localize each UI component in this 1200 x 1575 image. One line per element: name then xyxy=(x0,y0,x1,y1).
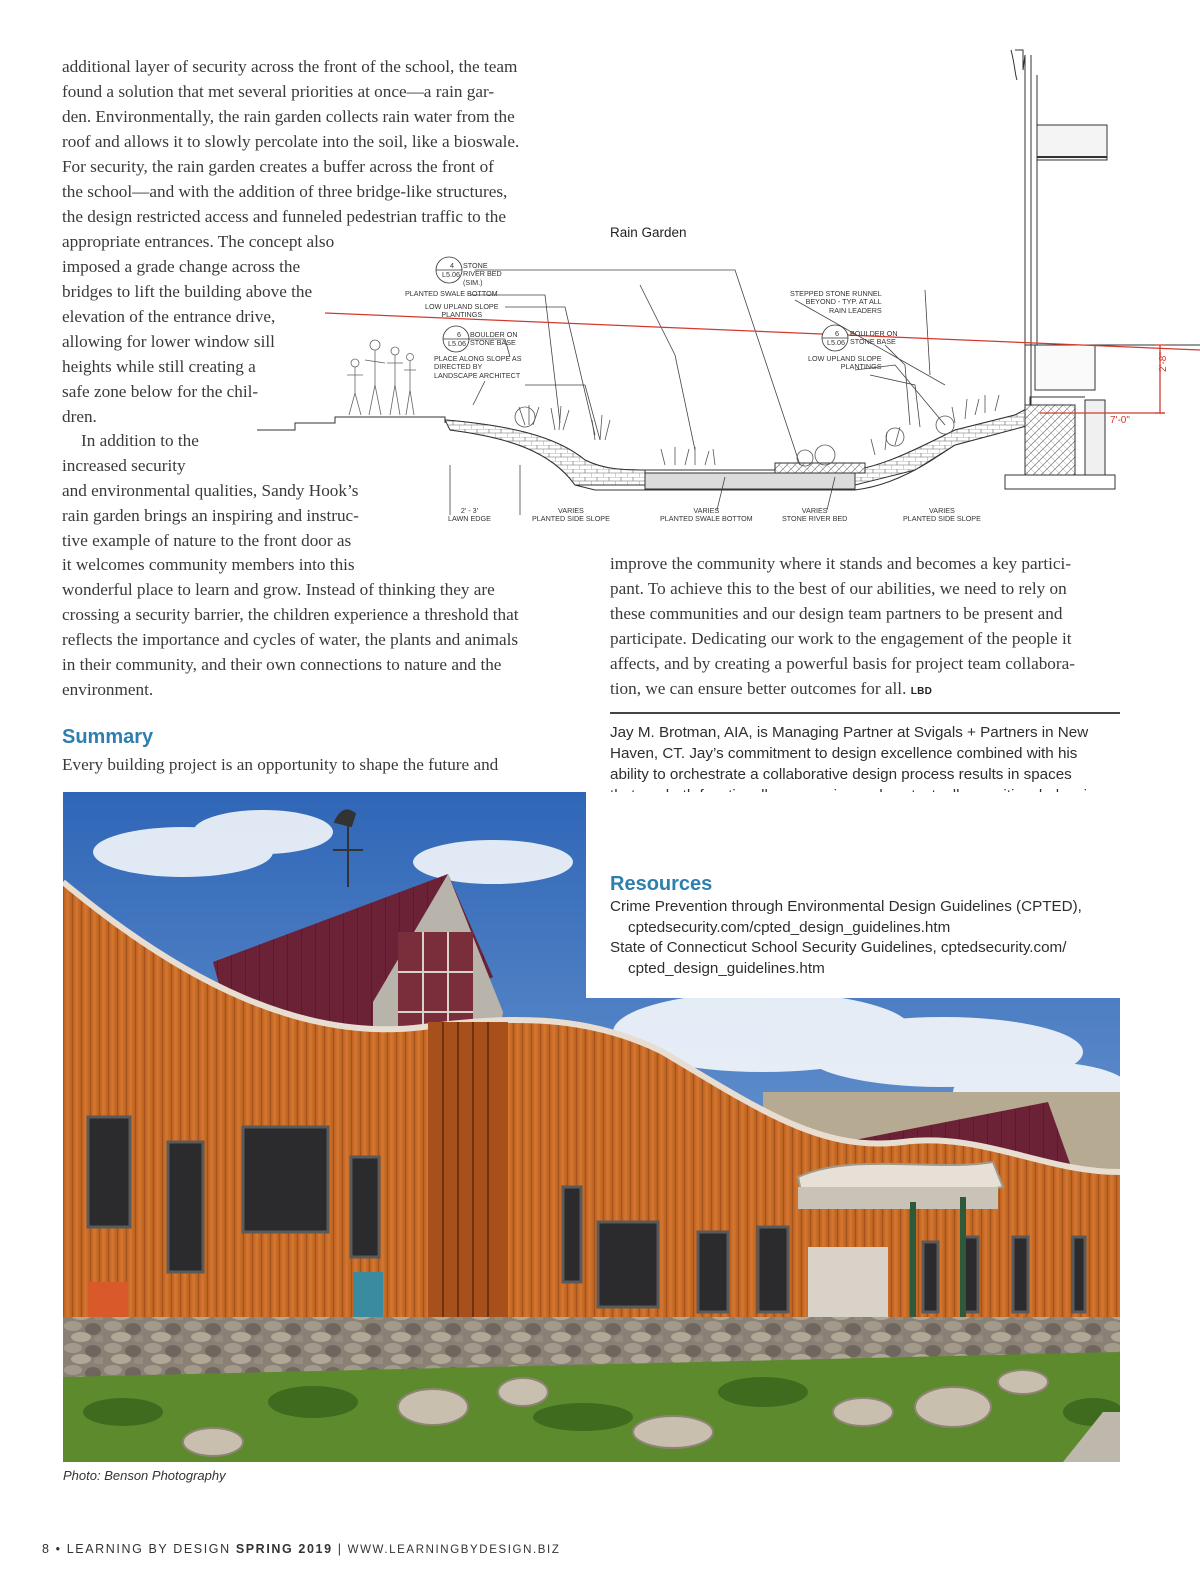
body-line: in their community, and their own connections to nature and the xyxy=(62,655,502,674)
body-line: affects, and by creating a powerful basis for project team collabora- xyxy=(610,654,1075,673)
dimension-height: 2'-8" xyxy=(1158,352,1169,372)
body-line: found a solution that met several priorities at once—a rain gar- xyxy=(62,82,495,101)
body-line: rain garden brings an inspiring and instruc- xyxy=(62,506,359,525)
footer-separator: | xyxy=(337,1542,343,1556)
stone-river-bed-label: STONE RIVER BED (SIM.) xyxy=(463,261,502,287)
low-upland-slope-label-2: LOW UPLAND SLOPE PLANTINGS xyxy=(808,354,882,372)
body-line: participate. Dedicating our work to the engagement of the people it xyxy=(610,629,1072,648)
body-line: additional layer of security across the front of the school, the team xyxy=(62,57,518,76)
art-panel xyxy=(353,1272,383,1317)
resource-line: State of Connecticut School Security Guidelines, cptedsecurity.com/ xyxy=(610,939,1067,956)
body-line: allowing for lower window sill xyxy=(62,332,275,351)
planted-side-slope-dim-label: VARIES PLANTED SIDE SLOPE xyxy=(903,506,981,524)
boulder-label: BOULDER ON STONE BASE xyxy=(470,330,518,348)
body-line: improve the community where it stands and becomes a key partici- xyxy=(610,554,1072,573)
body-line: and environmental qualities, Sandy Hook’s xyxy=(62,481,359,500)
body-line: the design restricted access and funneled pedestrian traffic to the xyxy=(62,207,506,226)
body-line: tion, we can ensure better outcomes for all. LBD xyxy=(610,679,933,698)
end-mark: LBD xyxy=(910,686,933,697)
bio-line: Haven, CT. Jay’s commitment to design excellence combined with his xyxy=(610,745,1078,762)
boulder-label-2: BOULDER ON STONE BASE xyxy=(850,329,898,347)
body-line: bridges to lift the building above the xyxy=(62,282,313,301)
summary-heading: Summary xyxy=(62,726,154,748)
stepped-stone-runnel-label: STEPPED STONE RUNNEL BEYOND - TYP. AT ALL RAIN LEADERS xyxy=(790,289,882,315)
body-line: imposed a grade change across the xyxy=(62,257,301,276)
place-along-slope-label: PLACE ALONG SLOPE AS DIRECTED BY LANDSCAPE ARCHITECT xyxy=(434,354,522,380)
resource-link[interactable]: cptedsecurity.com/cpted_design_guidelines.htm xyxy=(628,919,951,936)
body-line: crossing a security barrier, the children experience a threshold that xyxy=(62,605,519,624)
dimension-width: 7'-0" xyxy=(1110,415,1130,426)
planted-swale-bottom-label: PLANTED SWALE BOTTOM xyxy=(405,289,498,298)
body-line: den. Environmentally, the rain garden collects rain water from the xyxy=(62,107,515,126)
body-line: roof and allows it to slowly percolate into the soil, like a bioswale. xyxy=(62,132,520,151)
body-line: the school—and with the addition of three bridge-like structures, xyxy=(62,182,508,201)
body-line: dren. xyxy=(62,407,97,426)
diagram-title: Rain Garden xyxy=(610,225,687,240)
planted-swale-bottom-dim-label: VARIES PLANTED SWALE BOTTOM xyxy=(660,506,753,524)
callout-number: 6 xyxy=(457,330,461,339)
body-line: environment. xyxy=(62,680,154,699)
callout-sheet: L5.06 xyxy=(448,339,466,348)
issue-label: SPRING 2019 xyxy=(235,1542,333,1556)
art-panel xyxy=(88,1282,128,1322)
body-line: For security, the rain garden creates a buffer across the front of xyxy=(62,157,494,176)
magazine-name: LEARNING BY DESIGN xyxy=(66,1542,231,1556)
body-line: pant. To achieve this to the best of our abilities, we need to rely on xyxy=(610,579,1067,598)
page-footer xyxy=(42,1542,560,1556)
body-line: reflects the importance and cycles of water, the plants and animals xyxy=(62,630,519,649)
stone-river-bed-dim-label: VARIES STONE RIVER BED xyxy=(782,506,848,524)
resource-line: Crime Prevention through Environmental Design Guidelines (CPTED), xyxy=(610,898,1082,915)
lawn-edge-label: 2' - 3' LAWN EDGE xyxy=(448,506,491,524)
resources-heading: Resources xyxy=(610,873,713,895)
body-line: elevation of the entrance drive, xyxy=(62,307,276,326)
slatted-column xyxy=(428,1022,508,1342)
callout-sheet: L5.06 xyxy=(442,270,460,279)
callout-number: 4 xyxy=(450,261,454,270)
summary-line: Every building project is an opportunity to shape the future and xyxy=(62,755,499,774)
bio-line: ability to orchestrate a collaborative design process results in spaces xyxy=(610,766,1072,783)
body-line: In addition to the xyxy=(81,431,199,450)
bio-divider xyxy=(610,712,1120,714)
low-upland-slope-label: LOW UPLAND SLOPE PLANTINGS xyxy=(425,302,499,320)
callout-sheet: L5.06 xyxy=(827,338,845,347)
body-line: these communities and our design team partners to be present and xyxy=(610,604,1063,623)
body-line: appropriate entrances. The concept also xyxy=(62,232,335,251)
photo-credit: Photo: Benson Photography xyxy=(63,1468,226,1483)
body-line: increased security xyxy=(62,456,186,475)
website-link[interactable]: WWW.LEARNINGBYDESIGN.BIZ xyxy=(347,1544,561,1556)
page-number: 8 xyxy=(42,1542,51,1556)
body-line: heights while still creating a xyxy=(62,357,256,376)
callout-number: 6 xyxy=(835,329,839,338)
body-line: wonderful place to learn and grow. Instead of thinking they are xyxy=(62,580,495,599)
planted-side-slope-label: VARIES PLANTED SIDE SLOPE xyxy=(532,506,610,524)
rain-garden-section-diagram xyxy=(255,45,1200,535)
body-line: safe zone below for the chil- xyxy=(62,382,259,401)
body-line: it welcomes community members into this xyxy=(62,555,355,574)
footer-bullet: • xyxy=(55,1542,62,1556)
resource-link[interactable]: cpted_design_guidelines.htm xyxy=(628,960,825,977)
body-line: tive example of nature to the front door as xyxy=(62,531,352,550)
bio-line: Jay M. Brotman, AIA, is Managing Partner at Svigals + Partners in New xyxy=(610,724,1089,741)
